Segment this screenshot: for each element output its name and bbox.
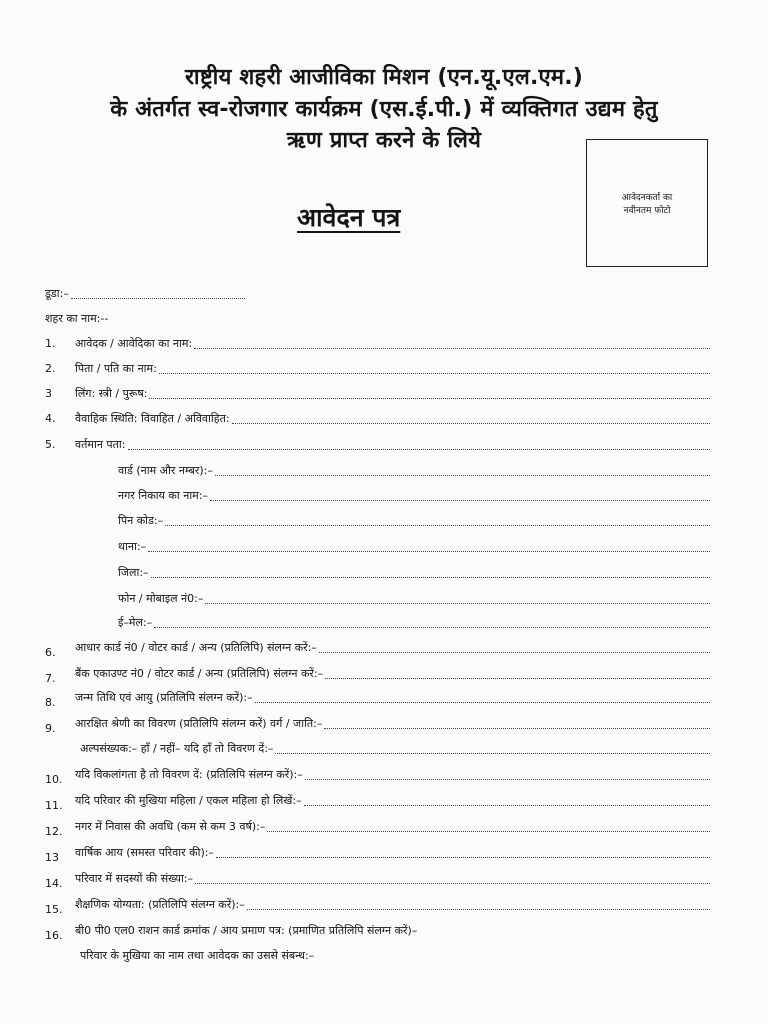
field-number: 12. [45,825,63,838]
field-number: 8. [45,696,56,709]
field-label: वैवाहिक स्थिति: विवाहित / अविवाहित: [75,412,230,425]
duda-field[interactable] [45,287,245,301]
field-number: 6. [45,646,56,659]
field-label: बैंक एकाउण्ट नं0 / वोटर कार्ड / अन्य (प्रतिलिपि) संलग्न करें:– [75,667,324,680]
duda-label: डूडा:– [45,287,69,300]
field-number: 14. [45,877,63,890]
field-fill-line [195,882,710,884]
field-label: यदि विकलांगता है तो विवरण दें: (प्रतिलिपि संलग्न करें):– [75,768,303,781]
field-label: थाना:– [118,540,147,553]
field-number: 7. [45,672,56,685]
duda-fill-line [71,297,245,299]
form-field-row[interactable] [75,412,710,426]
form-field-row[interactable] [75,924,520,938]
form-title: आवेदन पत्र [297,203,401,232]
field-label: परिवार में सदस्यों की संख्या:– [75,872,194,885]
form-field-row[interactable] [75,667,710,681]
field-fill-line [148,550,710,552]
field-number: 15. [45,903,63,916]
field-fill-line [304,804,710,806]
header-line-3: ऋण प्राप्त करने के लिये [286,128,482,153]
field-fill-line [305,778,710,780]
form-field-row[interactable] [75,846,710,860]
form-field-row[interactable] [118,514,710,528]
photo-box [586,139,708,267]
form-field-row[interactable] [80,949,710,963]
form-field-row[interactable] [75,820,710,834]
field-number: 4. [45,412,56,425]
form-field-row[interactable] [75,768,710,782]
field-fill-line [255,701,710,703]
field-fill-line [205,602,710,604]
city-field[interactable] [45,312,108,326]
field-fill-line [215,474,710,476]
field-label: पिन कोड:– [118,514,164,527]
field-number: 10. [45,773,63,786]
field-fill-line [267,830,710,832]
photo-box-line-1: आवेदनकर्ता का [621,193,673,203]
field-number: 2. [45,362,56,375]
form-field-row[interactable] [118,616,710,630]
field-label: जन्म तिथि एवं आयु (प्रतिलिपि संलग्न करें):– [75,691,253,704]
field-label: परिवार के मुखिया का नाम तथा आवेदक का उससे संबन्ध:– [80,949,315,962]
field-label: फोन / मोबाइल नं0:– [118,592,204,605]
field-label: शैक्षणिक योग्यता: (प्रतिलिपि संलग्न करें):– [75,898,245,911]
form-field-row[interactable] [75,438,710,452]
form-field-row[interactable] [75,691,710,705]
field-label: वार्ड (नाम और नम्बर):– [118,464,213,477]
form-field-row[interactable] [118,489,710,503]
field-label: ई–मेल:– [118,616,153,629]
photo-box-line-2: नवीनतम फोटो [623,206,671,216]
field-fill-line [151,576,710,578]
field-fill-line [159,372,710,374]
field-label: जिला:– [118,566,149,579]
field-number: 1. [45,337,56,350]
field-label: आरक्षित श्रेणी का विवरण (प्रतिलिपि संलग्न करें) वर्ग / जाति:– [75,717,323,730]
form-field-row[interactable] [118,566,710,580]
form-field-row[interactable] [75,898,710,912]
form-field-row[interactable] [75,872,710,886]
form-field-row[interactable] [75,337,710,351]
field-label: यदि परिवार की मुखिया महिला / एकल महिला हो लिखें:– [75,794,302,807]
form-field-row[interactable] [75,794,710,808]
field-fill-line [194,347,710,349]
field-fill-line [128,448,711,450]
field-label: लिंग: स्त्री / पुरूष: [75,387,148,400]
field-number: 3 [45,387,52,400]
field-label: आवेदक / आवेदिका का नाम: [75,337,193,350]
field-number: 11. [45,799,63,812]
form-field-row[interactable] [118,464,710,478]
field-fill-line [149,397,710,399]
field-fill-line [247,908,710,910]
field-label: बी0 पी0 एल0 राशन कार्ड क्रमांक / आय प्रमाण पत्र: (प्रमाणित प्रतिलिपि संलग्न करें)– [75,924,418,937]
field-label: नगर निकाय का नाम:– [118,489,208,502]
header-line-1: राष्ट्रीय शहरी आजीविका मिशन (एन.यू.एल.एम.) [184,65,584,90]
form-field-row[interactable] [118,540,710,554]
field-fill-line [165,524,710,526]
field-label: वर्तमान पता: [75,438,126,451]
city-label: शहर का नाम:-- [45,312,109,325]
form-field-row[interactable] [75,641,710,655]
field-fill-line [319,651,710,653]
field-fill-line [325,677,710,679]
field-label: नगर में निवास की अवधि (कम से कम 3 वर्ष):– [75,820,266,833]
field-label: आधार कार्ड नं0 / वोटर कार्ड / अन्य (प्रतिलिपि) संलग्न करें:– [75,641,317,654]
field-label: अल्पसंख्यक:– हाँ / नहीं– यदि हाँ तो विवरण दें:– [80,742,274,755]
form-field-row[interactable] [75,717,710,731]
field-fill-line [324,727,710,729]
field-label: पिता / पति का नाम: [75,362,157,375]
header-line-2: के अंतर्गत स्व-रोजगार कार्यक्रम (एस.ई.पी.) में व्यक्तिगत उद्यम हेतु [110,97,658,122]
form-field-row[interactable] [118,592,710,606]
field-fill-line [275,752,710,754]
field-label: वार्षिक आय (समस्त परिवार की):– [75,846,214,859]
form-field-row[interactable] [80,742,710,756]
field-number: 16. [45,929,63,942]
field-fill-line [154,626,710,628]
field-fill-line [210,499,710,501]
form-field-row[interactable] [75,387,710,401]
field-number: 5. [45,438,56,451]
form-field-row[interactable] [75,362,710,376]
field-fill-line [216,856,710,858]
field-number: 9. [45,722,56,735]
field-number: 13 [45,851,59,864]
field-fill-line [232,422,710,424]
